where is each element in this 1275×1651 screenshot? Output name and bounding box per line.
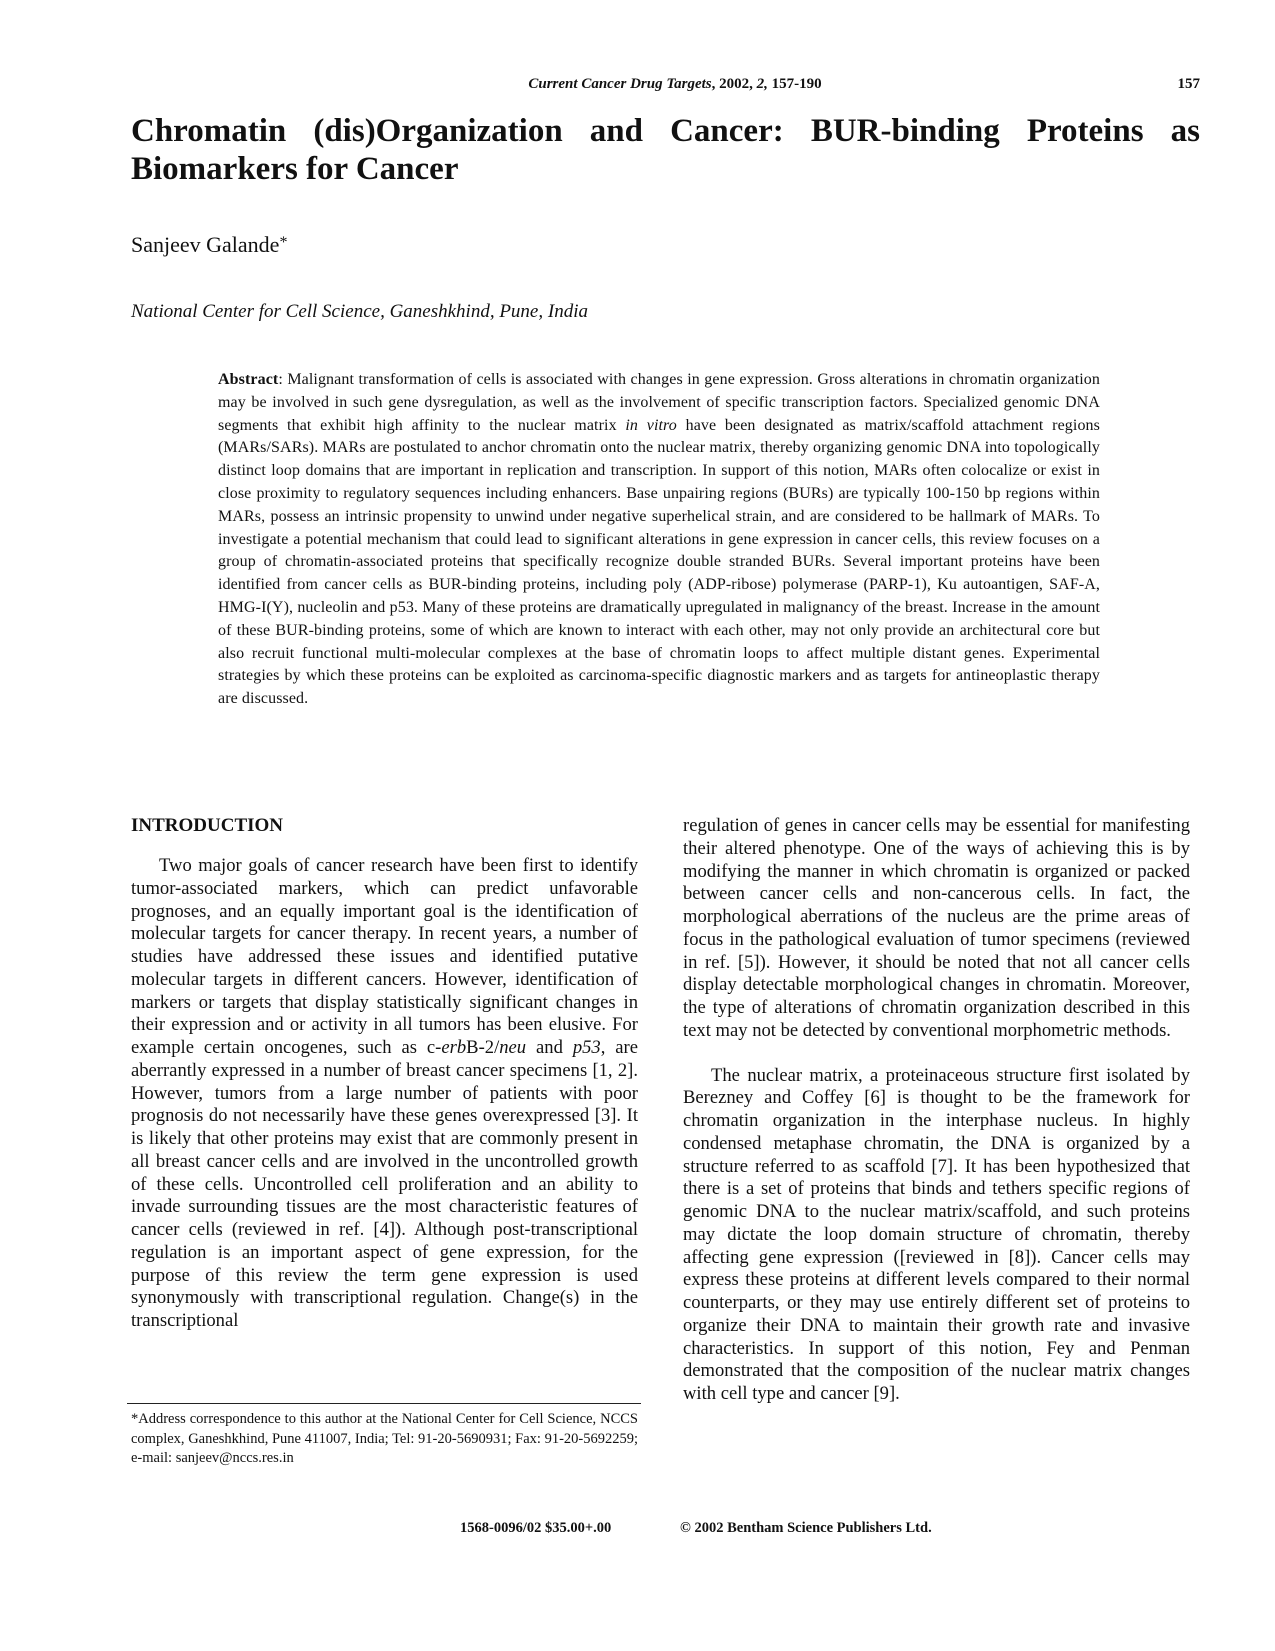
author-name: Sanjeev Galande bbox=[131, 232, 280, 257]
journal-header: Current Cancer Drug Targets, 2002, 2, 157-190 bbox=[528, 76, 822, 92]
author bbox=[131, 232, 287, 258]
footer-copyright: © 2002 Bentham Science Publishers Ltd. bbox=[680, 1520, 932, 1536]
author-footnote-mark: * bbox=[279, 234, 288, 251]
gene-neu: neu bbox=[499, 1037, 527, 1058]
intro-paragraph-1-continued: regulation of genes in cancer cells may be essential for manifesting their altered phenotype. One of the ways of achieving this is by modifying the manner in which chromatin is organized or packed between cancer cells and non-cancerous cells. In fact, the morphological aberrations of the nucleus are the prime areas of focus in the pathological evaluation of tumor specimens (reviewed in ref. [5]). However, it should be noted that not all cancer cells display detectable morphological changes in chromatin. Moreover, the type of alterations of chromatin organization described in this text may not be detected by conventional morphometric methods. bbox=[683, 815, 1190, 1041]
intro-paragraph-2: The nuclear matrix, a proteinaceous structure first isolated by Berezney and Coffey [6] is thought to be the framework for chromatin organization in the interphase nucleus. In highly condensed metaphase chromatin, the DNA is organized by a structure referred to as scaffold [7]. It has been hypothesized that there is a set of proteins that binds and tethers specific regions of genomic DNA to the nuclear matrix/scaffold, and such proteins may dictate the loop domain structure of chromatin, thereby affecting gene expression ([reviewed in [8]). Cancer cells may express these proteins at different levels compared to their normal counterparts, or they may use entirely different set of proteins to organize their DNA to maintain their growth rate and invasive characteristics. In support of this notion, Fey and Penman demonstrated that the composition of the nuclear matrix changes with cell type and cancer [9]. bbox=[683, 1064, 1190, 1404]
abstract-text-2: have been designated as matrix/scaffold attachment regions (MARs/SARs). MARs are postulated to anchor chromatin onto the nuclear matrix, thereby organizing genomic DNA into topologically distinct loop domains that are important in replication and transcription. In support of this notion, MARs often colocalize or exist in close proximity to regulatory sequences including enhancers. Base unpairing regions (BURs) are typically 100-150 bp regions within MARs, possess an intrinsic propensity to unwind under negative superhelical strain, and are considered to be hallmark of MARs. To investigate a potential mechanism that could lead to significant alterations in gene expression in cancer cells, this review focuses on a group of chromatin-associated proteins that specifically recognize double stranded BURs. Several important proteins have been identified from cancer cells as BUR-binding proteins, including poly (ADP-ribose) polymerase (PARP-1), Ku autoantigen, SAF-A, HMG-I(Y), nucleolin and p53. Many of these proteins are dramatically upregulated in malignancy of the breast. Increase in the amount of these BUR-binding proteins, some of which are known to interact with each other, may not only provide an architectural core but also recruit functional multi-molecular complexes at the base of chromatin loops to affect multiple distant genes. Experimental strategies by which these proteins can be exploited as carcinoma-specific diagnostic markers and as targets for antineoplastic therapy are discussed. bbox=[218, 416, 1100, 708]
journal-year: 2002, bbox=[719, 76, 753, 92]
affiliation: National Center for Cell Science, Ganeshkhind, Pune, India bbox=[131, 301, 588, 322]
section-heading-introduction: INTRODUCTION bbox=[131, 815, 284, 836]
gene-p53: p53 bbox=[572, 1037, 601, 1058]
abstract-italic-term: in vitro bbox=[625, 416, 677, 434]
left-column bbox=[131, 815, 638, 1333]
intro-p1-text-b: B-2/ bbox=[466, 1037, 500, 1058]
intro-p1-text-d: , are aberrantly expressed in a number of breast cancer specimens [1, 2]. However, tumors from a large number of patients with poor prognosis do not necessarily have these genes overexpressed [3]. It is likely that other proteins may exist that are commonly present in all breast cancer cells and are involved in the uncontrolled growth of these cells. Uncontrolled cell proliferation and an ability to invade surrounding tissues are the most characteristic features of cancer cells (reviewed in ref. [4]). Although post-transcriptional regulation is an important aspect of gene expression, for the purpose of this review the term gene expression is used synonymously with transcriptional regulation. Change(s) in the transcriptional bbox=[131, 1037, 638, 1331]
journal-name: Current Cancer Drug Targets bbox=[528, 76, 712, 92]
intro-paragraph-1 bbox=[131, 855, 638, 1333]
abstract-label: Abstract bbox=[218, 371, 279, 388]
page-number: 157 bbox=[1177, 76, 1200, 92]
abstract-text-1: : Malignant transformation of cells is associated with changes in gene expression. Gross alterations in chromatin organization may be involved in such gene dysregulation, as well as the involvement of specific transcription factors. Specialized genomic DNA segments that exhibit high affinity to the nuclear matrix bbox=[218, 371, 1100, 434]
article-title: Chromatin (dis)Organization and Cancer: BUR-binding Proteins as Biomarkers for Cancer bbox=[131, 113, 1200, 187]
correspondence-footnote: *Address correspondence to this author at the National Center for Cell Science, NCCS complex, Ganeshkhind, Pune 411007, India; Tel: 91-20-5690931; Fax: 91-20-5692259; e-mail: sanjeev@nccs.res.in bbox=[131, 1411, 638, 1466]
right-column bbox=[683, 815, 1190, 1406]
footer-issn-price: 1568-0096/02 $35.00+.00 bbox=[460, 1520, 612, 1536]
intro-p1-text-c: and bbox=[526, 1037, 573, 1058]
journal-pages: 157-190 bbox=[771, 76, 822, 92]
gene-erb: erb bbox=[441, 1037, 467, 1058]
journal-volume: 2, bbox=[756, 76, 768, 92]
footnote-divider bbox=[127, 1403, 641, 1404]
abstract bbox=[218, 369, 1100, 711]
intro-p1-text-a: Two major goals of cancer research have been first to identify tumor-associated markers, which can predict unfavorable prognoses, and an equally important goal is the identification of molecular targets for cancer therapy. In recent years, a number of studies have addressed these issues and identified putative molecular targets in different cancers. However, identification of markers or targets that display statistically significant changes in their expression and or activity in all tumors has been elusive. For example certain oncogenes, such as c- bbox=[131, 855, 638, 1058]
